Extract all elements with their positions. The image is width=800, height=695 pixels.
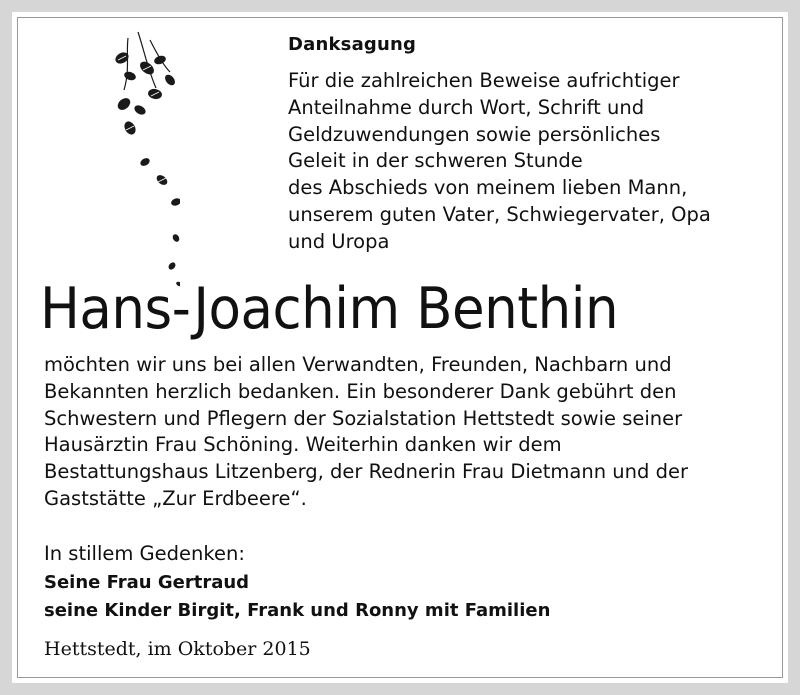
intro-line: unserem guten Vater, Schwiegervater, Opa <box>288 202 711 226</box>
signer-line: Seine Frau Gertraud <box>44 571 250 593</box>
intro-line: Anteilnahme durch Wort, Schrift und <box>288 95 645 119</box>
intro-paragraph <box>288 68 768 256</box>
body-line: möchten wir uns bei allen Verwandten, Freunden, Nachbarn und <box>44 353 672 376</box>
remembrance-line: In stillem Gedenken: <box>44 542 245 565</box>
notice-heading: Danksagung <box>288 34 417 55</box>
closing-block <box>44 540 784 626</box>
body-line: Gaststätte „Zur Erdbeere“. <box>44 486 307 510</box>
intro-line: Geldzuwendungen sowie persönliches <box>288 122 661 146</box>
intro-line: des Abschieds von meinem lieben Mann, <box>288 176 688 200</box>
deceased-name: Hans-Joachim Benthin <box>40 276 619 342</box>
intro-line: Geleit in der schweren Stunde <box>288 149 583 173</box>
falling-leaves-icon <box>100 30 180 290</box>
body-line: Bekannten herzlich bedanken. Ein besonderer Dank gebührt den <box>44 379 677 403</box>
intro-line: und Uropa <box>288 229 390 253</box>
body-line: Hausärztin Frau Schöning. Weiterhin danken wir dem <box>44 433 562 457</box>
body-line: Bestattungshaus Litzenberg, der Rednerin Frau Dietmann und der <box>44 460 688 484</box>
intro-line: Für die zahlreichen Beweise aufrichtiger <box>288 69 680 92</box>
thanks-paragraph <box>44 352 784 513</box>
place-date: Hettstedt, im Oktober 2015 <box>44 638 311 660</box>
body-line: Schwestern und Pflegern der Sozialstation Hettstedt sowie seiner <box>44 406 683 430</box>
signer-line: seine Kinder Birgit, Frank und Ronny mit Familien <box>44 600 551 621</box>
